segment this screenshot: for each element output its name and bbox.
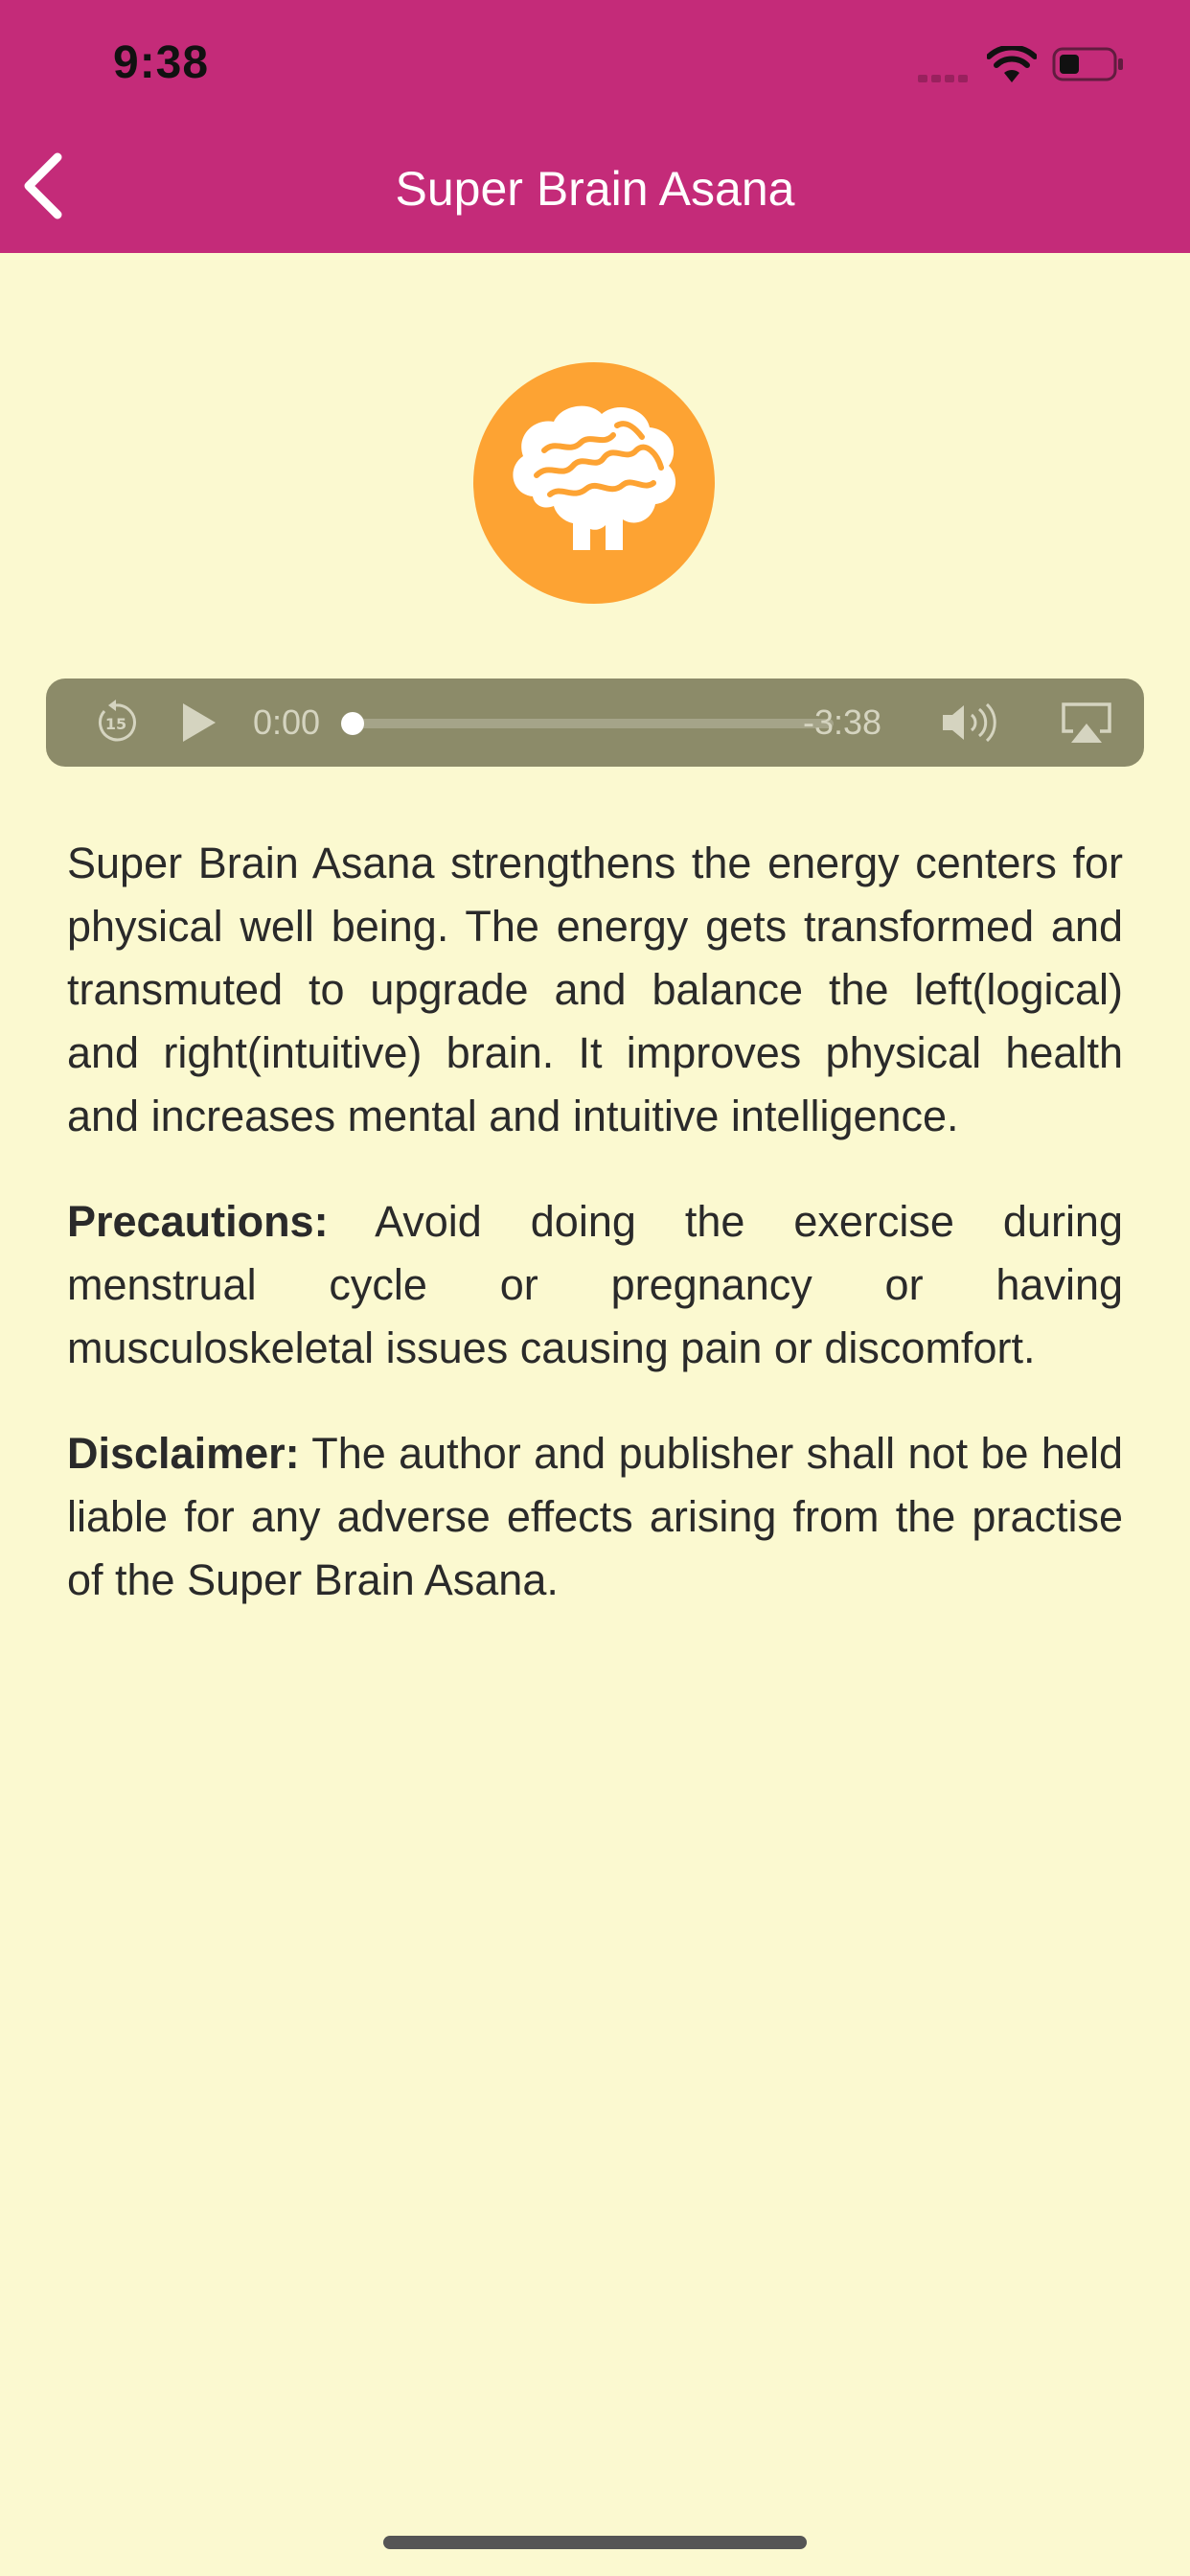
- play-icon: [179, 702, 217, 744]
- current-time: 0:00: [253, 702, 321, 742]
- description-content: [67, 832, 1123, 1654]
- remaining-time: -3:38: [803, 702, 882, 742]
- audio-player: [46, 678, 1144, 767]
- disclaimer-paragraph: [67, 1422, 1123, 1612]
- play-button[interactable]: [165, 678, 232, 767]
- page-title: Super Brain Asana: [395, 162, 795, 216]
- brain-icon: [473, 362, 715, 604]
- precautions-paragraph: [67, 1190, 1123, 1380]
- wifi-icon: [987, 46, 1037, 84]
- volume-icon: [941, 702, 1002, 744]
- precautions-label: Precautions:: [67, 1197, 329, 1246]
- progress-slider[interactable]: [353, 719, 834, 728]
- home-indicator: [383, 2536, 807, 2549]
- progress-thumb[interactable]: [341, 712, 364, 735]
- intro-paragraph: Super Brain Asana strengthens the energy centers for physical well being. The energy gets transformed and transmuted to upgrade and balance the left(logical) and right(intuitive) brain. It improves physical health and increases mental and intuitive intelligence.: [67, 839, 1123, 1140]
- precautions-text: Avoid doing the exercise during menstrual cycle or pregnancy or having musculoskeletal issues causing pain or discomfort.: [67, 1197, 1123, 1372]
- skip-back-15-button[interactable]: [82, 678, 149, 767]
- airplay-button[interactable]: [1048, 678, 1125, 767]
- cellular-signal-icon: [918, 73, 972, 82]
- battery-icon: [1052, 46, 1125, 82]
- disclaimer-label: Disclaimer:: [67, 1429, 300, 1478]
- svg-text:15: 15: [104, 715, 127, 733]
- status-time: 9:38: [113, 37, 210, 88]
- airplay-icon: [1060, 701, 1113, 745]
- skip-back-15-icon: [91, 698, 141, 748]
- header-bar: [0, 0, 1190, 253]
- volume-button[interactable]: [933, 678, 1010, 767]
- disclaimer-text: The author and publisher shall not be held liable for any adverse effects arising from the practise of the Super Brain Asana.: [67, 1429, 1123, 1604]
